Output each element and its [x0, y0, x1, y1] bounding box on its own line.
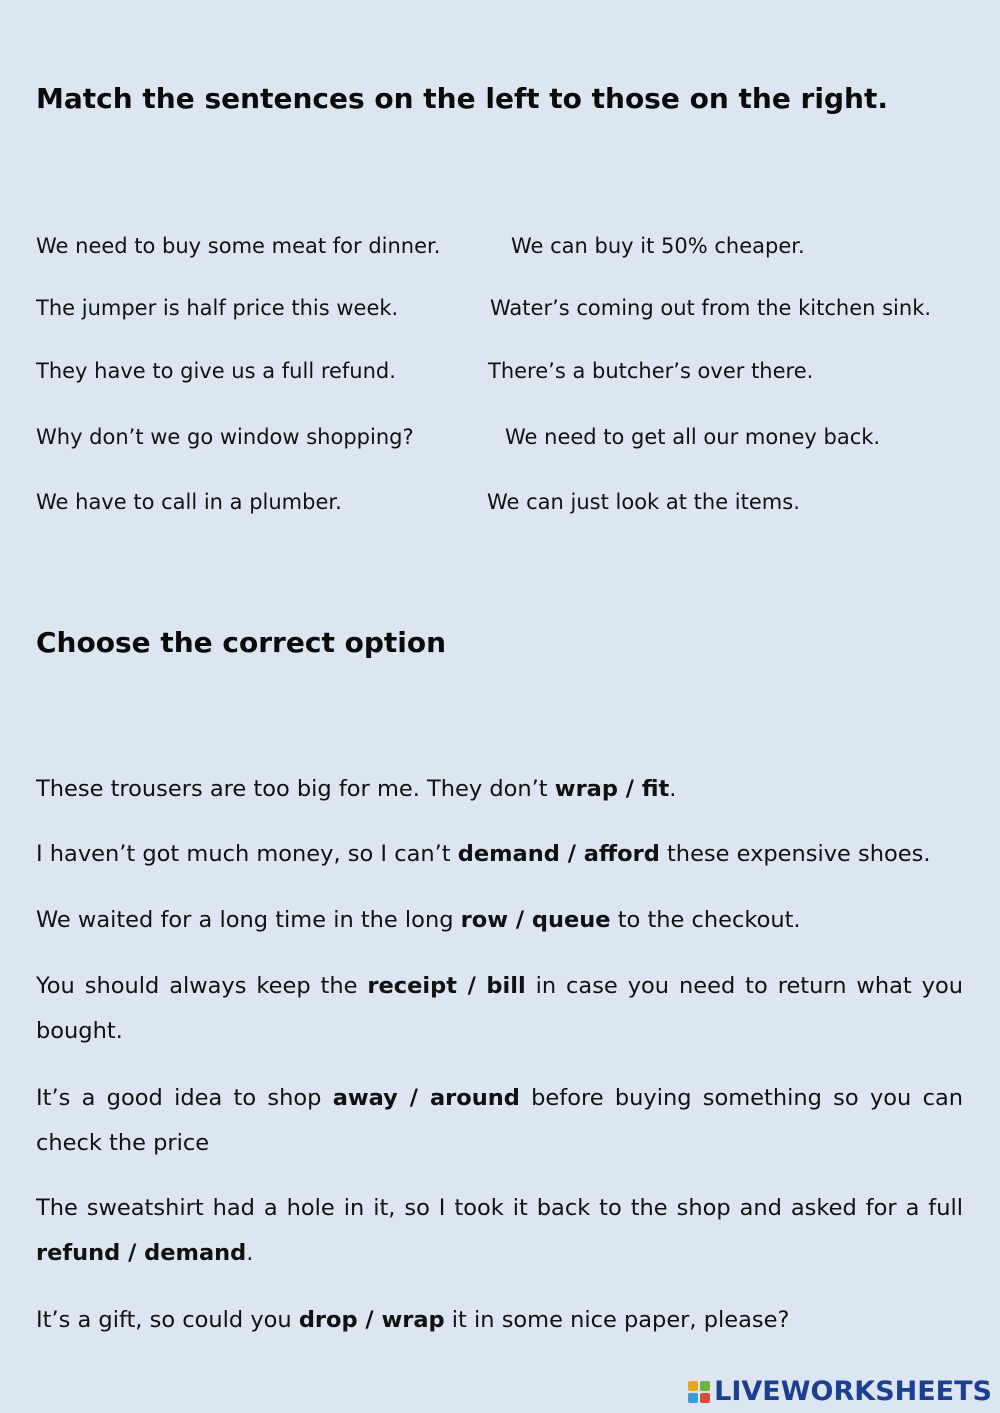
liveworksheets-logo-icon — [688, 1381, 710, 1403]
brand-name: LIVEWORKSHEETS — [714, 1376, 992, 1407]
choice-sentence: You should always keep the receipt / bill in case you need to return what you bought. — [36, 973, 963, 1044]
match-row — [0, 487, 1000, 517]
choose-heading: Choose the correct option — [36, 626, 447, 659]
choice-options[interactable]: row / queue — [460, 907, 611, 933]
choice-sentence: We waited for a long time in the long row / queue to the checkout. — [36, 907, 801, 933]
match-right-sentence: We can buy it 50% cheaper. — [511, 234, 805, 258]
choice-sentence: The sweatshirt had a hole in it, so I took it back to the shop and asked for a full refund / demand. — [36, 1195, 963, 1266]
choice-options[interactable]: demand / afford — [457, 841, 660, 867]
match-right-sentence: There’s a butcher’s over there. — [488, 359, 814, 383]
match-row — [0, 422, 1000, 452]
liveworksheets-brand[interactable] — [688, 1376, 992, 1407]
match-right-sentence: We need to get all our money back. — [505, 425, 881, 449]
match-left-sentence: Why don’t we go window shopping? — [36, 425, 414, 449]
choice-options[interactable]: wrap / fit — [554, 776, 670, 802]
choice-sentence: These trousers are too big for me. They don’t wrap / fit. — [36, 776, 677, 802]
logo-square — [700, 1381, 710, 1391]
choice-sentence: It’s a good idea to shop away / around before buying something so you can check the price — [36, 1085, 963, 1156]
choice-options[interactable]: receipt / bill — [367, 973, 526, 999]
match-row — [0, 356, 1000, 386]
choice-sentence: I haven’t got much money, so I can’t demand / afford these expensive shoes. — [36, 841, 931, 867]
match-left-sentence: They have to give us a full refund. — [36, 359, 396, 383]
choice-options[interactable]: away / around — [332, 1085, 520, 1111]
match-right-sentence: Water’s coming out from the kitchen sink. — [490, 296, 932, 320]
choice-options[interactable]: drop / wrap — [298, 1307, 445, 1333]
match-right-sentence: We can just look at the items. — [487, 490, 800, 514]
logo-square — [688, 1381, 698, 1391]
match-left-sentence: The jumper is half price this week. — [36, 296, 399, 320]
choice-sentence: It’s a gift, so could you drop / wrap it in some nice paper, please? — [36, 1307, 790, 1333]
logo-square — [688, 1393, 698, 1403]
match-heading: Match the sentences on the left to those on the right. — [36, 82, 888, 115]
match-row — [0, 293, 1000, 323]
logo-square — [700, 1393, 710, 1403]
match-left-sentence: We need to buy some meat for dinner. — [36, 234, 441, 258]
choice-options[interactable]: refund / demand — [36, 1240, 247, 1266]
match-left-sentence: We have to call in a plumber. — [36, 490, 342, 514]
match-row — [0, 231, 1000, 261]
